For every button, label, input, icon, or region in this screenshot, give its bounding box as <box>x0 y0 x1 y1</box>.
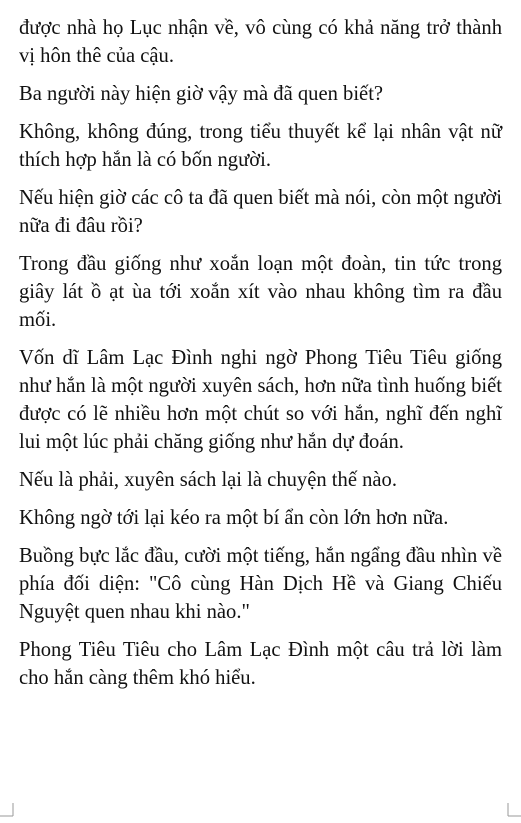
paragraph: Nếu hiện giờ các cô ta đã quen biết mà nói, còn một người nữa đi đâu rồi? <box>19 187 502 237</box>
paragraph: được nhà họ Lục nhận về, vô cùng có khả năng trở thành vị hôn thê của cậu. <box>19 17 502 67</box>
page-corner-mark-bottom-left <box>0 803 20 823</box>
paragraph: Buồng bực lắc đầu, cười một tiếng, hắn ngẩng đầu nhìn về phía đối diện: "Cô cùng Hàn Dịch Hề và Giang Chiếu Nguyệt quen nhau khi nào." <box>19 545 502 623</box>
paragraph: Ba người này hiện giờ vậy mà đã quen biết? <box>19 83 384 105</box>
paragraph: Không, không đúng, trong tiểu thuyết kể lại nhân vật nữ thích hợp hắn là có bốn người. <box>19 121 502 171</box>
paragraph: Trong đầu giống như xoắn loạn một đoàn, tin tức trong giây lát ồ ạt ùa tới xoắn xít vào nhau không tìm ra đầu mối. <box>19 253 502 331</box>
paragraph: Không ngờ tới lại kéo ra một bí ẩn còn lớn hơn nữa. <box>19 507 449 529</box>
paragraph: Nếu là phải, xuyên sách lại là chuyện thế nào. <box>19 469 397 491</box>
document-body <box>19 14 502 702</box>
paragraph: Phong Tiêu Tiêu cho Lâm Lạc Đình một câu trả lời làm cho hắn càng thêm khó hiểu. <box>19 639 502 689</box>
paragraph: Vốn dĩ Lâm Lạc Đình nghi ngờ Phong Tiêu Tiêu giống như hắn là một người xuyên sách, hơn nữa tình huống biết được có lẽ nhiều hơn một chút so với hắn, nghĩ đến nghĩ lui một lúc phải chăng giống như hắn dự đoán. <box>19 347 502 453</box>
page-corner-mark-bottom-right <box>501 803 521 823</box>
